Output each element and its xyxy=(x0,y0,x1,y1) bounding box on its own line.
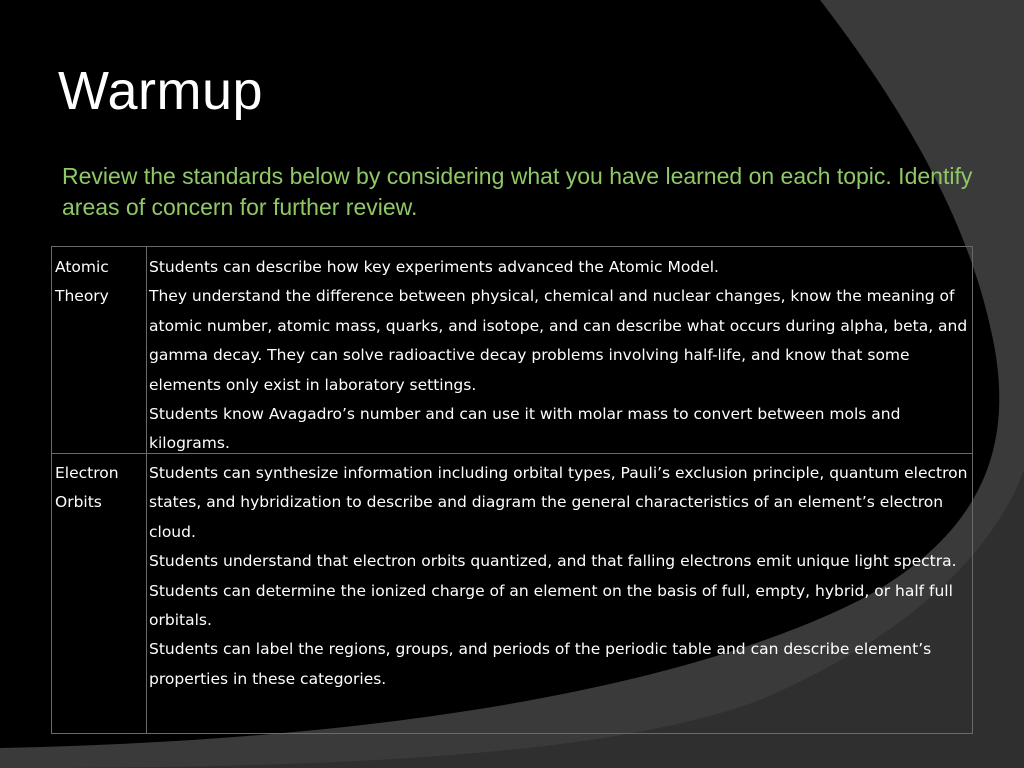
standard-text: Students know Avagadro’s number and can use it with molar mass to convert between mols and kilograms. xyxy=(149,405,901,453)
standard-text: Students can determine the ionized charge of an element on the basis of full, empty, hybrid, or half full orbitals. xyxy=(149,581,953,630)
standard-text: Students can label the regions, groups, and periods of the periodic table and can describe element’s properties in these categories. xyxy=(149,640,932,688)
table-column-divider xyxy=(146,247,147,733)
topic-label-line: Theory xyxy=(55,287,109,306)
standard-text: Students understand that electron orbits quantized, and that falling electrons emit unique light spectra. xyxy=(149,552,957,571)
standards-cell xyxy=(149,253,973,459)
slide-subtitle: Review the standards below by considering what you have learned on each topic. Identify areas of concern for further review. xyxy=(62,163,973,220)
topic-label-line: Atomic xyxy=(55,258,109,276)
standard-text: They understand the difference between physical, chemical and nuclear changes, know the meaning of atomic number, atomic mass, quarks, and isotope, and can describe what occurs during alpha, beta, and gamma decay. They can solve radioactive decay problems involving half-life, and know that some elements only exist in laboratory settings. xyxy=(149,287,968,394)
topic-cell xyxy=(55,253,145,312)
standards-table xyxy=(51,246,973,734)
topic-cell xyxy=(55,459,145,518)
topic-label-line: Electron xyxy=(55,464,119,482)
standard-text: Students can describe how key experiments advanced the Atomic Model. xyxy=(149,258,719,276)
slide-title: Warmup xyxy=(58,61,264,121)
standards-cell xyxy=(149,459,973,694)
topic-label-line: Orbits xyxy=(55,493,102,512)
standard-text: Students can synthesize information including orbital types, Pauli’s exclusion principle, quantum electron states, and hybridization to describe and diagram the general characteristics of an element’s electron cloud. xyxy=(149,464,968,541)
